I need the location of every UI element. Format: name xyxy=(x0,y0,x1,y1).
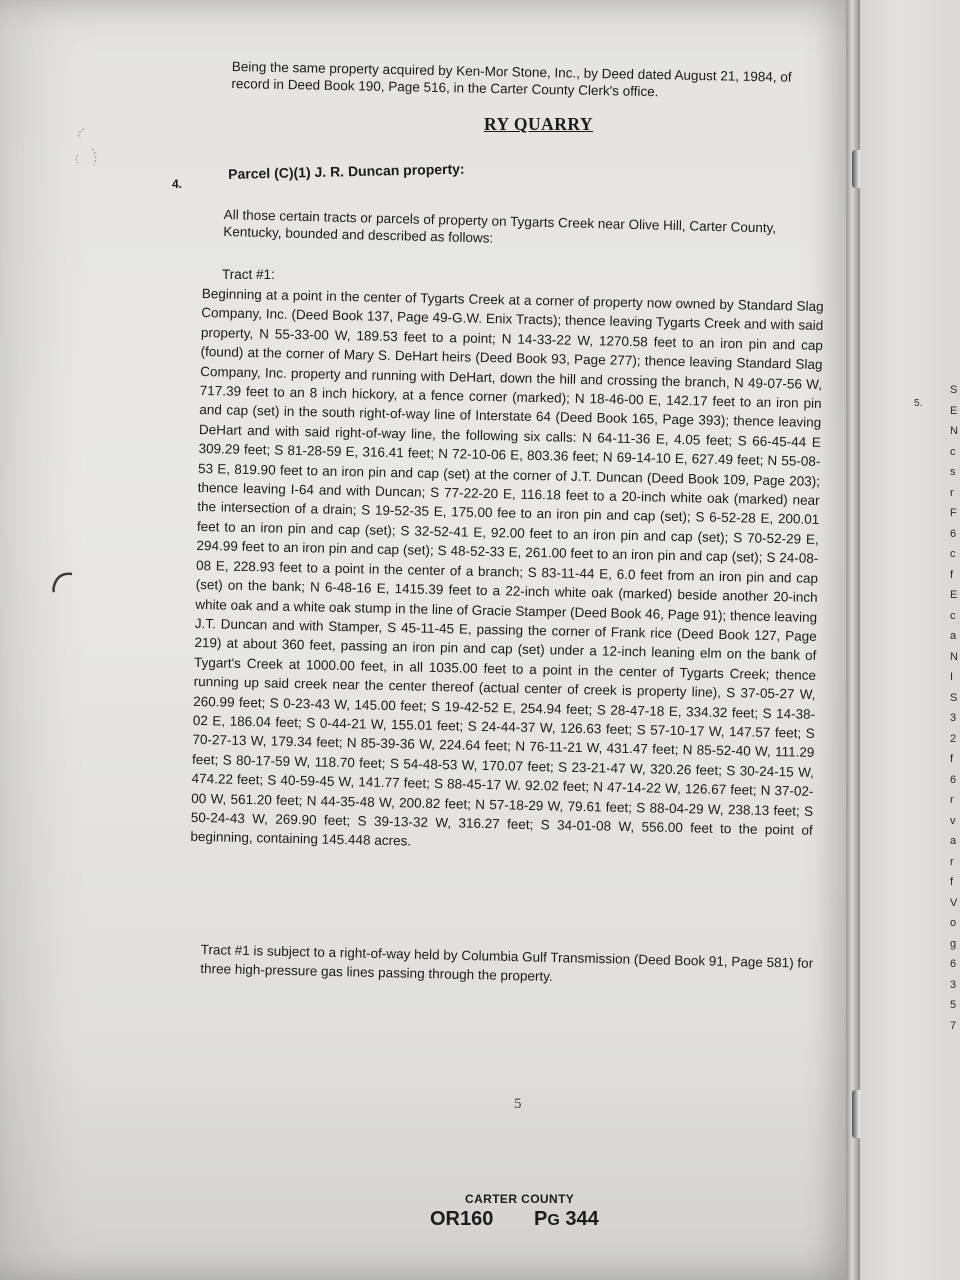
adjacent-page-letter: a xyxy=(950,835,957,847)
adjacent-page-letter: N xyxy=(950,650,958,663)
adjacent-page-letter: 2 xyxy=(950,732,957,745)
adjacent-page-letter: 3 xyxy=(950,978,957,991)
tract-intro-paragraph: All those certain tracts or parcels of property on Tygarts Creek near Olive Hill, Carter County, Kentucky, bounded and described as follows: xyxy=(223,206,777,246)
adjacent-page-letter: s xyxy=(950,466,956,478)
pencil-mark xyxy=(72,125,102,185)
adjacent-page-letter: 7 xyxy=(950,1019,957,1032)
adjacent-page-letter: V xyxy=(950,896,958,909)
adjacent-page-letter: E xyxy=(950,404,958,417)
adjacent-page xyxy=(860,0,960,1280)
adjacent-page-text xyxy=(950,380,960,1036)
recorder-county: CARTER COUNTY xyxy=(465,1192,575,1206)
adjacent-page-letter: 3 xyxy=(950,712,957,724)
hole-punch-mark xyxy=(50,568,78,596)
right-of-way-note: Tract #1 is subject to a right-of-way held by Columbia Gulf Transmission (Deed Book 91, Page 581) for three high-pressure gas lines passing through the property. xyxy=(200,941,814,984)
parcel-heading: Parcel (C)(1) J. R. Duncan property: xyxy=(228,160,465,182)
adjacent-page-letter: f xyxy=(950,876,954,888)
adjacent-page-letter: r xyxy=(950,855,954,868)
adjacent-page-letter: c xyxy=(950,548,956,560)
adjacent-page-letter: g xyxy=(950,937,957,950)
adjacent-page-letter: 5 xyxy=(950,999,957,1011)
adjacent-page-letter: 6 xyxy=(950,958,957,970)
adjacent-page-letter: E xyxy=(950,589,958,601)
adjacent-item-number: 5. xyxy=(914,398,923,409)
recorder-page-value: 344 xyxy=(565,1208,599,1230)
recorder-page xyxy=(534,1208,599,1231)
adjacent-page-letter: r xyxy=(950,486,954,499)
adjacent-page-letter: N xyxy=(950,425,958,437)
item-number: 4. xyxy=(172,177,183,191)
adjacent-page-letter: S xyxy=(950,691,958,704)
recorder-page-prefix: P xyxy=(534,1208,548,1230)
adjacent-page-letter: f xyxy=(950,753,954,765)
adjacent-page-letter: r xyxy=(950,794,954,806)
recorder-book: OR160 xyxy=(430,1208,494,1230)
intro-paragraph: Being the same property acquired by Ken-Mor Stone, Inc., by Deed dated August 21, 1984, of record in Deed Book 190, Page 516, in the Carter County Clerk's office. xyxy=(231,58,792,100)
binder-spine xyxy=(846,0,860,1280)
adjacent-page-letter: F xyxy=(950,507,957,519)
adjacent-page-letter: f xyxy=(950,568,954,581)
page-number: 5 xyxy=(514,1096,522,1112)
adjacent-page-letter: I xyxy=(950,671,954,683)
adjacent-page-letter: 6 xyxy=(950,773,957,786)
adjacent-page-letter: c xyxy=(950,609,956,622)
recorder-page-prefix-small: G xyxy=(547,1212,560,1229)
tract-label: Tract #1: xyxy=(222,267,275,282)
adjacent-page-letter: S xyxy=(950,384,958,396)
legal-description: Beginning at a point in the center of Tygarts Creek at a corner of property now owned by Standard Slag Company, Inc. (Deed Book 137, Page 49-G.W. Enix Tracts); thence leaving Tygarts Creek and with said property, N 55-33-00 W, 189.53 feet to a point; N 14-33-22 W, 1270.58 feet to an iron pin and cap (found) at the corner of Mary S. DeHart heirs (Deed Book 93, Page 277); thence leaving Standard Slag Company, Inc. property and running with DeHart, down the hill and crossing the branch, N 49-07-56 W, 717.39 feet to an 8 inch hickory, at a fence corner (marked); N 18-46-00 E, 142.17 feet to an iron pin and cap (set) in the south right-of-way line of Interstate 64 (Deed Book 165, Page 393); thence leaving DeHart and with said right-of-way line, the following six calls: N 64-11-36 E, 4.05 feet; S 66-45-44 E 309.29 feet; S 81-28-59 E, 316.41 feet; N 72-10-06 E, 803.36 feet; N 69-14-10 E, 627.49 feet; N 55-08-53 E, 819.90 feet to an iron pin and cap (set) at the corner of J.T. Duncan (Deed Book 109, Page 203); thence leaving I-64 and with Duncan; S 77-22-20 E, 116.18 feet to a 20-inch white oak (marked) near the intersection of a drain; S 19-52-35 E, 175.00 fee to an iron pin and cap (set); S 6-52-28 E, 200.01 feet to an iron pin and cap (set); S 32-52-41 E, 92.00 feet to an iron pin and cap (set); S 70-52-29 E, 294.99 feet to an iron pin and cap (set); S 48-52-33 E, 261.00 feet to an iron pin and cap (set); S 24-08-08 E, 228.93 feet to a point in the center of a branch; S 83-11-44 E, 6.0 feet from an iron pin and cap (set) on the bank; N 6-48-16 E, 1415.39 feet to a 22-inch white oak (marked) beside another 20-inch white oak and a white oak stump in the line of Gracie Stamper (Deed Book 46, Page 91); thence leaving J.T. Duncan and with Stamper, S 45-11-45 E, passing the corner of Frank rice (Deed Book 127, Page 219) at about 360 feet, passing an iron pin and cap (set) under a 12-inch leaning elm on the bank of Tygart's Creek at 1000.00 feet, in all 1035.00 feet to a point in the center of Tygarts Creek; thence running up said creek near the center thereof (actual center of creek is property line), S 37-05-27 W, 260.99 feet; S 0-23-43 W, 145.00 feet; S 19-42-52 E, 254.94 feet; S 28-47-18 E, 334.32 feet; S 14-38-02 E, 186.04 feet; S 0-44-21 W, 155.01 feet; S 24-44-37 W, 126.63 feet; S 57-10-17 W, 147.57 feet; S 70-27-13 W, 179.34 feet; N 85-39-36 W, 224.64 feet; N 76-11-21 W, 431.47 feet; N 85-52-40 W, 111.29 feet; S 80-17-59 W, 118.70 feet; S 54-48-53 W, 170.07 feet; S 23-21-47 W, 320.26 feet; S 30-24-15 W, 474.22 feet; S 40-59-45 W, 141.77 feet; S 88-45-17 W. 92.02 feet; N 47-14-22 W, 126.67 feet; N 37-02-00 W, 561.20 feet; N 44-35-48 W, 200.82 feet; N 57-18-29 W, 79.61 feet; S 88-04-29 W, 238.13 feet; S 50-24-43 W, 269.90 feet; S 39-13-32 W, 316.27 feet; S 34-01-08 W, 556.00 feet to the point of beginning, containing 145.448 acres. xyxy=(190,285,824,849)
adjacent-page-letter: o xyxy=(950,917,957,929)
section-heading: RY QUARRY xyxy=(484,114,594,134)
adjacent-page-letter: 6 xyxy=(950,527,957,540)
adjacent-page-letter: c xyxy=(950,445,956,458)
adjacent-page-letter: v xyxy=(950,814,956,827)
adjacent-page-letter: a xyxy=(950,630,957,642)
